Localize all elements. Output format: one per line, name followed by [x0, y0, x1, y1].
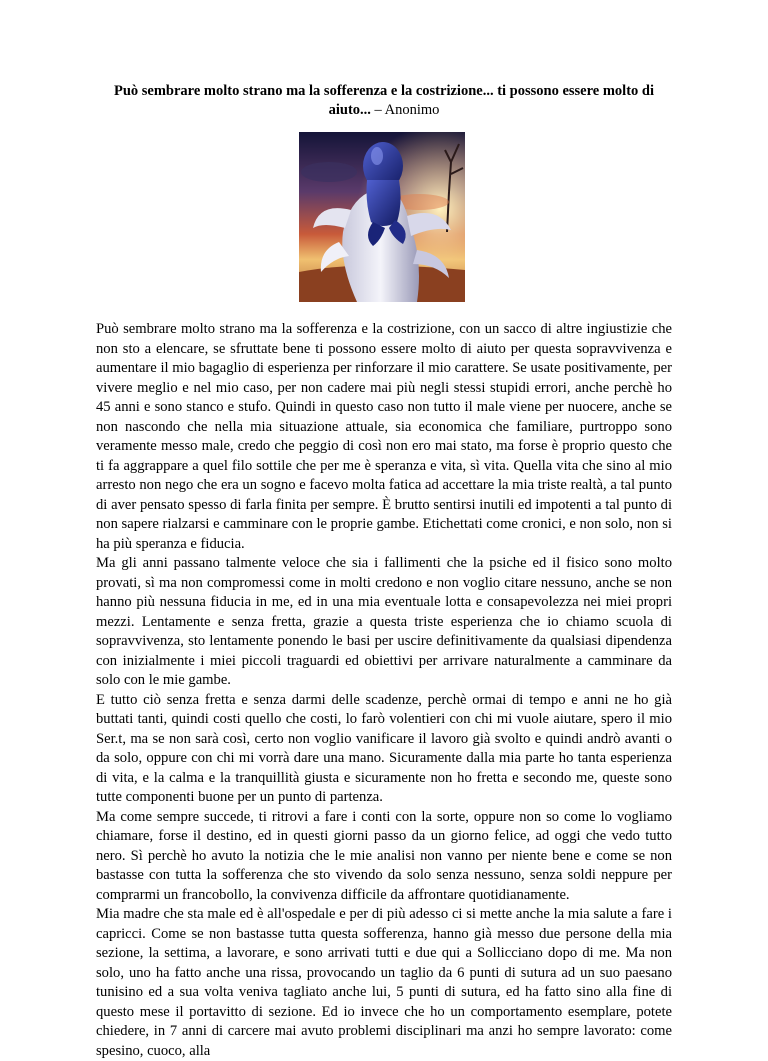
paragraph-2: Ma gli anni passano talmente veloce che sia i fallimenti che la psiche ed il fisico sono molto provati, sì ma non compromessi come in molti credono e non voglio citare nessuno, anche se non hanno più nessuna fiducia in me, ed in una mia eventuale lotta e consapevolezza nei miei propri mezzi. Lentamente e senza fretta, grazie a questa triste esperienza che io chiamo scuola di sopravvivenza, sto lentamente ponendo le basi per uscire definitivamente da qualsiasi dipendenza con inizialmente i miei piccoli traguardi ed obiettivi per arrivare naturalmente a camminare da solo con le mie gambe. — [96, 555, 672, 688]
paragraph-5: Mia madre che sta male ed è all'ospedale e per di più adesso ci si mette anche la mia salute a fare i capricci. Come se non bastasse tutta questa sofferenza, hanno già messo due persone della mia sezione, la settima, a lavorare, e sono arrivati tutti e due qui a Sollicciano dopo di me. Ma non solo, uno ha fatto anche una rissa, provocando un taglio da 6 punti di sutura ad un suo paesano tunisino ed a sua volta veniva tagliato anche lui, 5 punti di sutura, ed ha fatto sino alla fine di questo mese il portavitto di sezione. Ed io invece che ho un comportamento esemplare, potete chiedere, in 7 anni di carcere mai avuto problemi disciplinari ma anzi ho sempre lavorato: come spesino, cuoco, alla — [96, 906, 672, 1059]
document-title — [96, 82, 672, 120]
paragraph-4: Ma come sempre succede, ti ritrovi a fare i conti con la sorte, oppure non so come lo vogliamo chiamare, forse il destino, ed in questi giorni passo da un giorno felice, ad oggi che vedo tutto nero. Sì perchè ho avuto la notizia che le mie analisi non vanno per niente bene e come se non bastasse con tutta la sofferenza che sto vivendo da solo senza nessuno, senza soldi neppure per comprarmi un francobollo, la convivenza difficile da affrontare quotidianamente. — [96, 808, 672, 903]
surreal-painting-figure-embracing-icon — [299, 132, 465, 302]
document-body — [96, 320, 672, 1061]
title-main: Può sembrare molto strano ma la sofferenza e la costrizione... ti possono essere molto di aiuto... — [113, 83, 655, 118]
paragraph-1: Può sembrare molto strano ma la sofferenza e la costrizione, con un sacco di altre ingiustizie che non sto a elencare, se sfruttate bene ti possono essere molto di aiuto per questa sopravvivenza e aumentare il mio bagaglio di esperienza per rinforzare il mio carattere. Se usate positivamente, per vivere meglio e nel mio caso, per non cadere mai più negli stessi stupidi errori, anche perchè ho 45 anni e sono stanco e stufo. Quindi in questo caso non tutto il male viene per nuocere, anche se non nascondo che nella mia situazione attuale, sia economica che familiare, purtroppo sono veramente messo male, credo che peggio di così non ero mai stato, ma forse è proprio questo che ti fa aggrappare a quel filo sottile che per me è speranza e vita, sì vita. Quella vita che sino al mio arresto non nego che era un sogno e facevo molta fatica ad accettare la mia triste realtà, a tal punto di aver pensato spesso di farla finita per sempre. È brutto sentirsi inutili ed impotenti a tal punto di non sapere rialzarsi e camminare con le proprie gambe. Etichettati come cronici, e non solo, non si ha più speranza e fiducia. — [96, 321, 672, 552]
title-author: – Anonimo — [370, 102, 440, 118]
paragraph-3: E tutto ciò senza fretta e senza darmi delle scadenze, perchè ormai di tempo e anni ne ho già buttati tanti, quindi costi quello che costi, lo farò volentieri con chi mi vuole aiutare, spero il mio Ser.t, ma se non sarà così, certo non voglio vanificare il lavoro già svolto e quindi andrò avanti o da solo, oppure con chi mi vorrà dare una mano. Sicuramente dalla mia parte ho tanta esperienza di vita, e la calma e la tranquillità giusta e sicuramente non ho fretta e secondo me, queste sono tutte componenti buone per un punto di partenza. — [96, 691, 672, 805]
